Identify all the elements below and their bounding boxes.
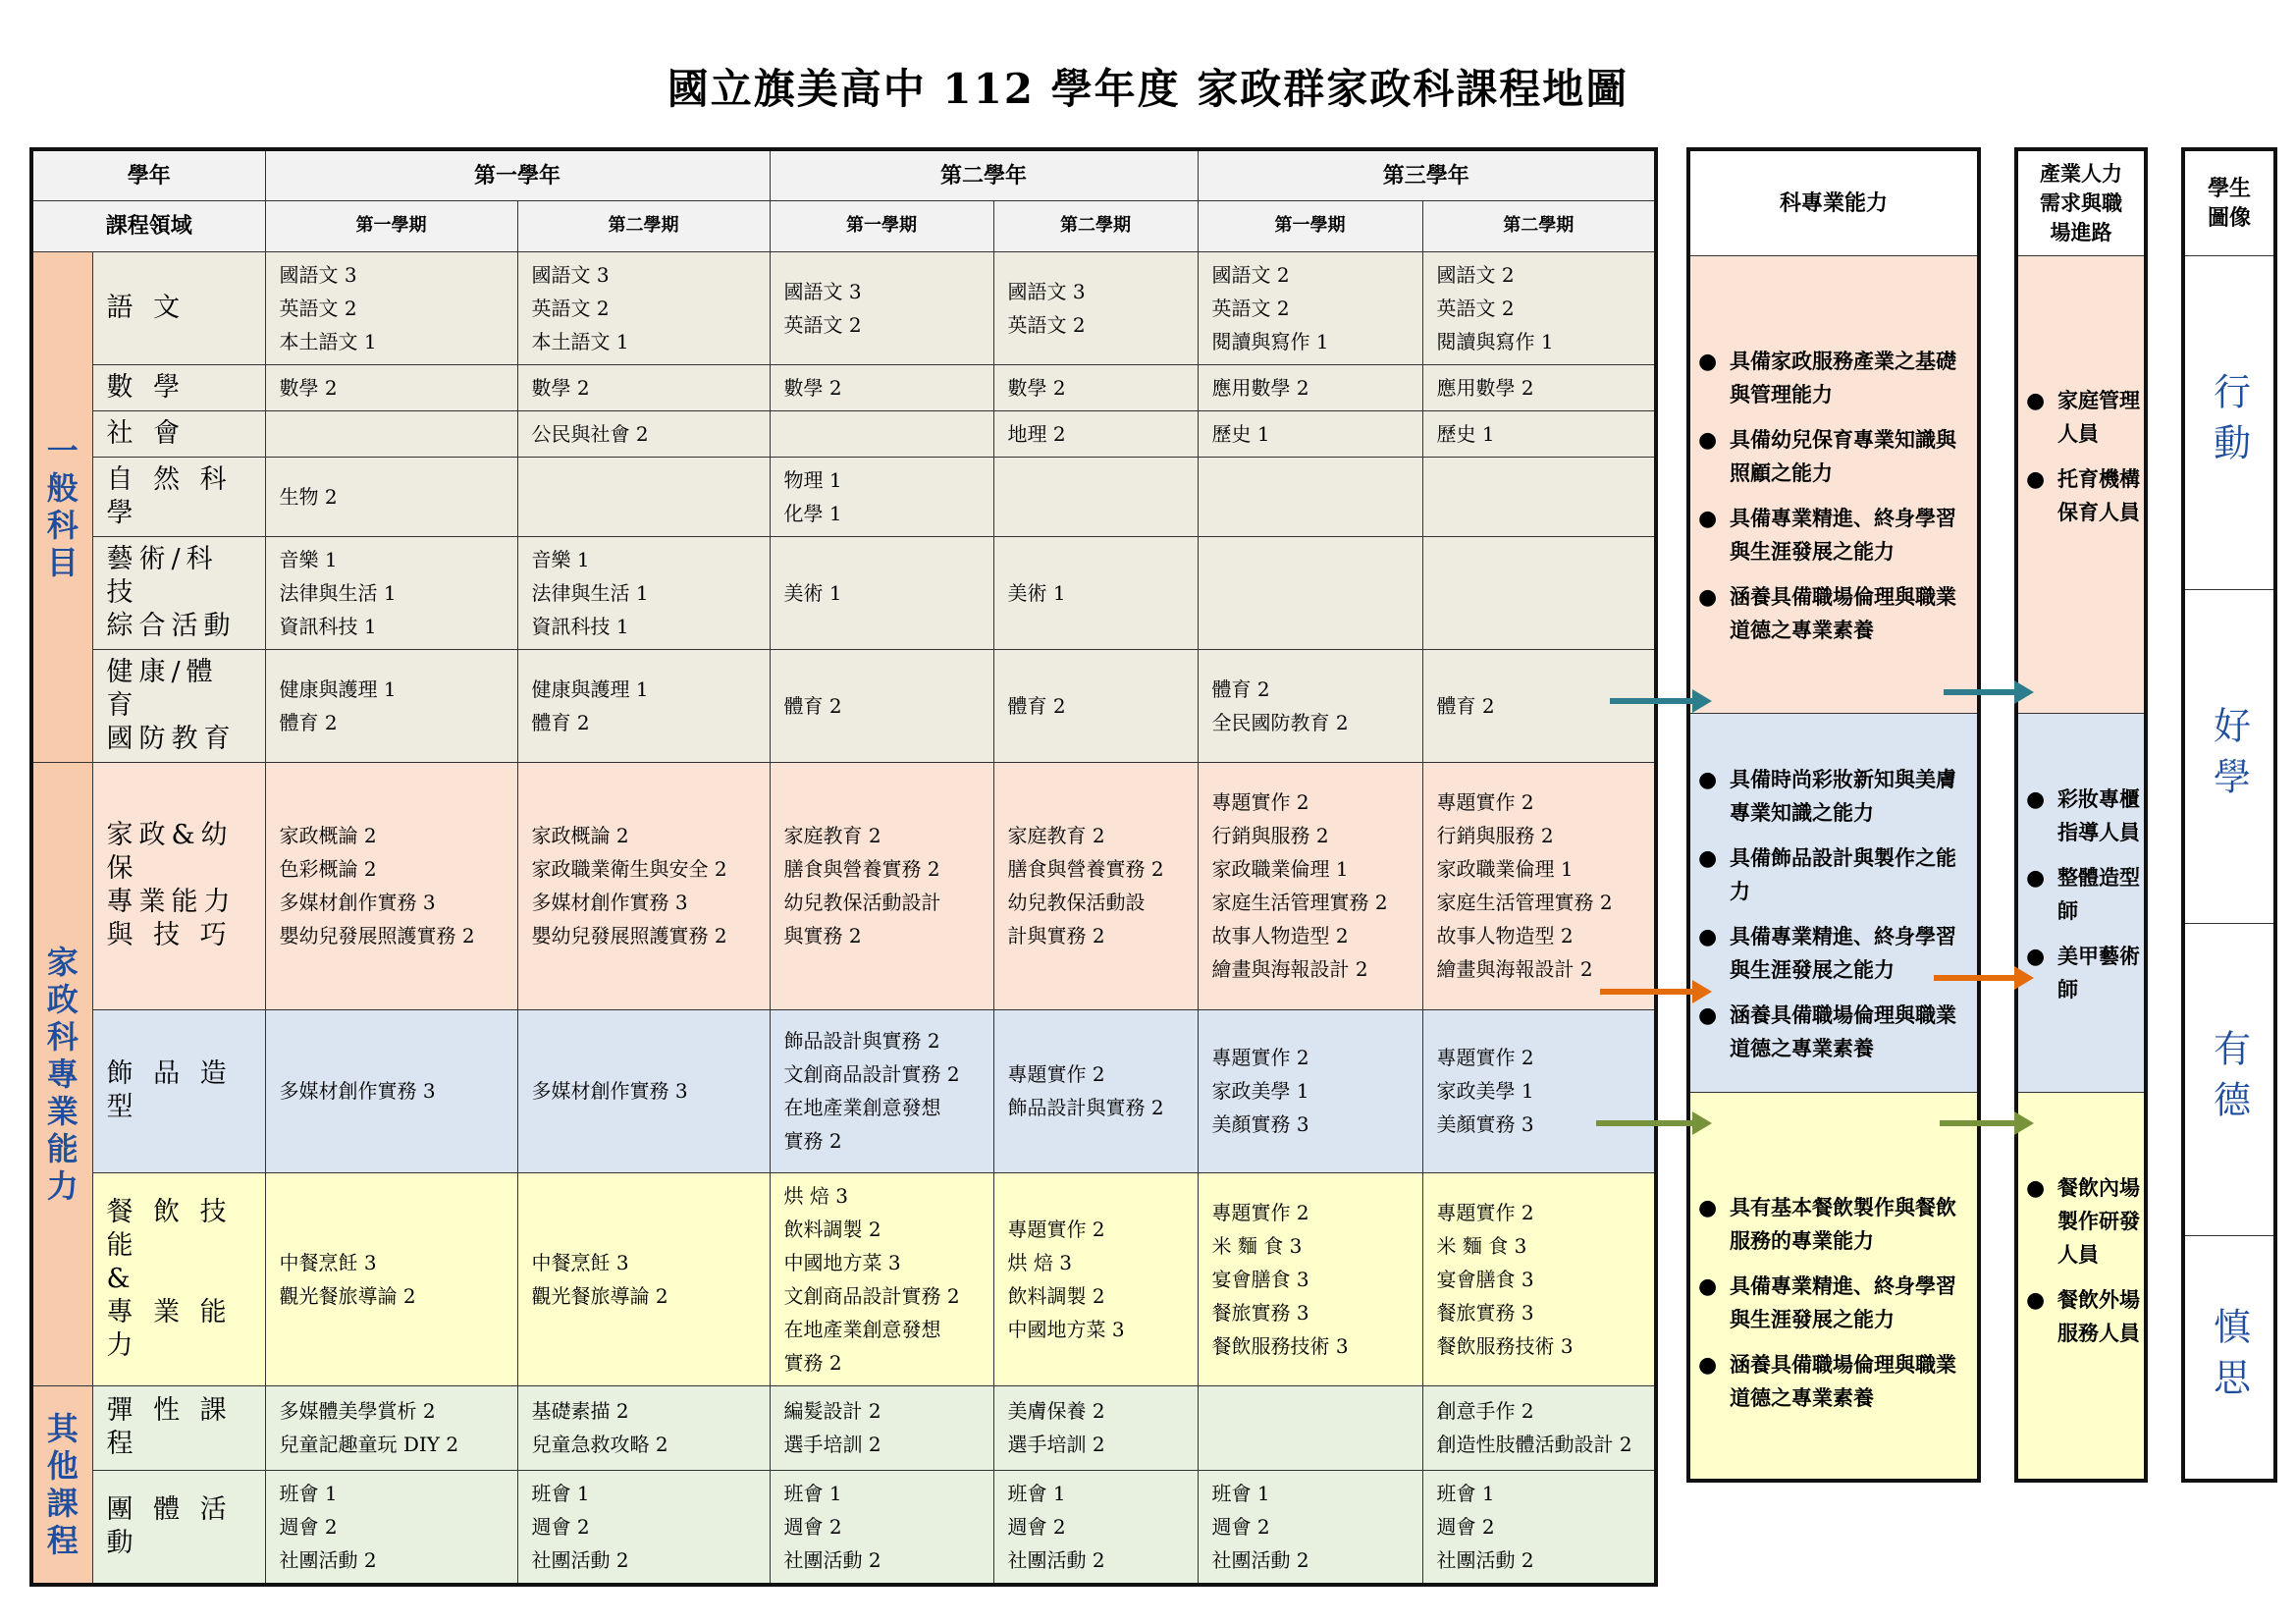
course-cell: 專題實作 2 行銷與服務 2 家政職業倫理 1 家庭生活管理實務 2 故事人物造型 2 繪畫與海報設計 2 <box>1198 762 1422 1009</box>
bullet-icon: ● <box>2026 944 2046 969</box>
abilities-food-section <box>1690 1092 1977 1479</box>
course-cell <box>1198 457 1422 536</box>
trait-thinking: 慎思 <box>2185 1235 2273 1480</box>
course-cell: 多媒材創作實務 3 <box>517 1009 770 1172</box>
domain-general: 一 般 科 目 <box>31 251 92 762</box>
bullet-icon: ● <box>2026 466 2046 492</box>
career-item: ● 托育機構保育人員 <box>2018 462 2140 529</box>
semester-header: 第一學期 <box>770 200 993 251</box>
abilities-home-section <box>1690 255 1977 713</box>
page-title: 國立旗美高中 112 學年度 家政群家政科課程地圖 <box>667 65 1629 113</box>
trait-virtue: 有德 <box>2185 923 2273 1236</box>
semester-header: 第一學期 <box>1198 200 1422 251</box>
course-cell <box>1198 1385 1422 1470</box>
domain-label: 課程領域 <box>31 200 265 251</box>
course-cell: 國語文 2 英語文 2 閱讀與寫作 1 <box>1198 251 1422 364</box>
course-cell: 編髮設計 2 選手培訓 2 <box>770 1385 993 1470</box>
course-cell: 專題實作 2 米 麵 食 3 宴會膳食 3 餐旅實務 3 餐飲服務技術 3 <box>1422 1172 1656 1385</box>
ability-item: ● 具備家政服務產業之基礎與管理能力 <box>1690 345 1969 411</box>
bullet-icon: ● <box>1698 767 1718 792</box>
course-cell: 美術 1 <box>993 536 1198 649</box>
trait-learning: 好學 <box>2185 589 2273 924</box>
course-cell: 國語文 3 英語文 2 本土語文 1 <box>517 251 770 364</box>
course-cell: 中餐烹飪 3 觀光餐旅導論 2 <box>517 1172 770 1385</box>
course-cell <box>1198 536 1422 649</box>
course-cell: 國語文 3 英語文 2 <box>993 251 1198 364</box>
course-cell: 數學 2 <box>770 364 993 410</box>
bullet-icon: ● <box>2026 388 2046 413</box>
career-item: ● 美甲藝術師 <box>2018 940 2140 1006</box>
course-cell: 物理 1 化學 1 <box>770 457 993 536</box>
bullet-icon: ● <box>1698 427 1718 453</box>
course-cell: 烘 焙 3 飲料調製 2 中國地方菜 3 文創商品設計實務 2 在地產業創意發想 實務 2 <box>770 1172 993 1385</box>
arrow-right-icon <box>1600 989 1694 995</box>
subject-label: 自 然 科 學 <box>92 457 265 536</box>
subject-label: 數 學 <box>92 364 265 410</box>
bullet-icon: ● <box>2026 865 2046 891</box>
subject-label: 飾 品 造 型 <box>92 1009 265 1172</box>
course-cell <box>770 410 993 457</box>
semester-header: 第二學期 <box>993 200 1198 251</box>
ability-item: ● 涵養具備職場倫理與職業道德之專業素養 <box>1690 1348 1969 1415</box>
bullet-icon: ● <box>2026 1287 2046 1313</box>
bullet-icon: ● <box>1698 1002 1718 1028</box>
course-cell: 專題實作 2 行銷與服務 2 家政職業倫理 1 家庭生活管理實務 2 故事人物造型 2 繪畫與海報設計 2 <box>1422 762 1656 1009</box>
portrait-panel <box>2181 147 2277 1483</box>
course-cell: 創意手作 2 創造性肢體活動設計 2 <box>1422 1385 1656 1470</box>
subject-label: 語 文 <box>92 251 265 364</box>
course-cell: 多媒材創作實務 3 <box>265 1009 517 1172</box>
course-cell: 美膚保養 2 選手培訓 2 <box>993 1385 1198 1470</box>
ability-item: ● 具備飾品設計與製作之能力 <box>1690 841 1969 908</box>
subject-label: 餐 飲 技 能 & 專 業 能 力 <box>92 1172 265 1385</box>
bullet-icon: ● <box>1698 584 1718 610</box>
course-cell: 美術 1 <box>770 536 993 649</box>
course-cell: 班會 1 週會 2 社團活動 2 <box>1198 1470 1422 1585</box>
portrait-header: 學生 圖像 <box>2185 151 2273 256</box>
bullet-icon: ● <box>1698 1273 1718 1299</box>
course-cell: 生物 2 <box>265 457 517 536</box>
bullet-icon: ● <box>1698 845 1718 871</box>
course-cell <box>265 410 517 457</box>
bullet-icon: ● <box>2026 786 2046 812</box>
course-cell <box>1422 457 1656 536</box>
course-cell: 數學 2 <box>517 364 770 410</box>
subject-label: 藝術/科技 綜合活動 <box>92 536 265 649</box>
arrow-right-icon <box>1934 975 2016 981</box>
course-cell <box>1422 536 1656 649</box>
bullet-icon: ● <box>1698 1195 1718 1220</box>
course-cell: 專題實作 2 米 麵 食 3 宴會膳食 3 餐旅實務 3 餐飲服務技術 3 <box>1198 1172 1422 1385</box>
career-item: ● 家庭管理人員 <box>2018 384 2140 451</box>
course-cell: 歷史 1 <box>1198 410 1422 457</box>
year-2-header: 第二學年 <box>770 149 1198 200</box>
course-cell: 音樂 1 法律與生活 1 資訊科技 1 <box>265 536 517 649</box>
year-1-header: 第一學年 <box>265 149 770 200</box>
careers-panel <box>2014 147 2148 1483</box>
course-cell: 中餐烹飪 3 觀光餐旅導論 2 <box>265 1172 517 1385</box>
bullet-icon: ● <box>1698 924 1718 949</box>
course-cell <box>993 457 1198 536</box>
course-cell: 體育 2 全民國防教育 2 <box>1198 649 1422 762</box>
course-cell: 體育 2 <box>1422 649 1656 762</box>
course-cell: 應用數學 2 <box>1422 364 1656 410</box>
course-cell: 國語文 3 英語文 2 本土語文 1 <box>265 251 517 364</box>
course-cell: 多媒體美學賞析 2 兒童記趣童玩 DIY 2 <box>265 1385 517 1470</box>
domain-home-economics: 家 政 科 專 業 能 力 <box>31 762 92 1385</box>
domain-other: 其 他 課 程 <box>31 1385 92 1585</box>
subject-label: 健康/體育 國防教育 <box>92 649 265 762</box>
abilities-panel <box>1686 147 1981 1483</box>
course-cell: 班會 1 週會 2 社團活動 2 <box>265 1470 517 1585</box>
course-cell: 班會 1 週會 2 社團活動 2 <box>993 1470 1198 1585</box>
course-cell: 家庭教育 2 膳食與營養實務 2 幼兒教保活動設 計與實務 2 <box>993 762 1198 1009</box>
semester-header: 第二學期 <box>1422 200 1656 251</box>
course-cell <box>517 457 770 536</box>
course-cell: 班會 1 週會 2 社團活動 2 <box>770 1470 993 1585</box>
trait-action: 行動 <box>2185 255 2273 590</box>
career-item: ● 整體造型師 <box>2018 861 2140 928</box>
course-cell: 飾品設計與實務 2 文創商品設計實務 2 在地產業創意發想 實務 2 <box>770 1009 993 1172</box>
ability-item: ● 具備專業精進、終身學習與生涯發展之能力 <box>1690 1270 1969 1336</box>
course-cell: 家政概論 2 家政職業衛生與安全 2 多媒材創作實務 3 嬰幼兒發展照護實務 2 <box>517 762 770 1009</box>
careers-food-section <box>2018 1092 2144 1479</box>
semester-header: 第二學期 <box>517 200 770 251</box>
course-cell: 數學 2 <box>993 364 1198 410</box>
course-cell: 歷史 1 <box>1422 410 1656 457</box>
arrow-right-icon <box>1944 689 2016 695</box>
course-cell: 國語文 2 英語文 2 閱讀與寫作 1 <box>1422 251 1656 364</box>
ability-item: ● 涵養具備職場倫理與職業道德之專業素養 <box>1690 999 1969 1065</box>
ability-item: ● 具備時尚彩妝新知與美膚專業知識之能力 <box>1690 763 1969 830</box>
course-cell: 基礎素描 2 兒童急救攻略 2 <box>517 1385 770 1470</box>
arrow-right-icon <box>1596 1120 1694 1126</box>
ability-item: ● 具備專業精進、終身學習與生涯發展之能力 <box>1690 502 1969 568</box>
subject-label: 團 體 活 動 <box>92 1470 265 1585</box>
course-cell: 公民與社會 2 <box>517 410 770 457</box>
course-cell: 健康與護理 1 體育 2 <box>265 649 517 762</box>
course-cell: 家政概論 2 色彩概論 2 多媒材創作實務 3 嬰幼兒發展照護實務 2 <box>265 762 517 1009</box>
bullet-icon: ● <box>1698 349 1718 374</box>
course-cell: 國語文 3 英語文 2 <box>770 251 993 364</box>
careers-decor-section <box>2018 713 2144 1092</box>
bullet-icon: ● <box>1698 506 1718 531</box>
course-cell: 體育 2 <box>993 649 1198 762</box>
course-cell: 專題實作 2 家政美學 1 美顏實務 3 <box>1422 1009 1656 1172</box>
arrow-right-icon <box>1940 1120 2016 1126</box>
course-cell: 健康與護理 1 體育 2 <box>517 649 770 762</box>
course-cell: 應用數學 2 <box>1198 364 1422 410</box>
abilities-header: 科專業能力 <box>1690 151 1977 256</box>
careers-header: 產業人力 需求與職 場進路 <box>2018 151 2144 256</box>
bullet-icon: ● <box>1698 1352 1718 1378</box>
course-cell: 地理 2 <box>993 410 1198 457</box>
careers-home-section <box>2018 255 2144 713</box>
ability-item: ● 涵養具備職場倫理與職業道德之專業素養 <box>1690 580 1969 647</box>
course-cell: 專題實作 2 飾品設計與實務 2 <box>993 1009 1198 1172</box>
career-item: ● 彩妝專櫃指導人員 <box>2018 783 2140 849</box>
course-cell: 音樂 1 法律與生活 1 資訊科技 1 <box>517 536 770 649</box>
course-map-table <box>29 147 1658 1587</box>
course-cell: 專題實作 2 家政美學 1 美顏實務 3 <box>1198 1009 1422 1172</box>
course-cell: 家庭教育 2 膳食與營養實務 2 幼兒教保活動設計 與實務 2 <box>770 762 993 1009</box>
course-cell: 數學 2 <box>265 364 517 410</box>
career-item: ● 餐飲內場製作研發人員 <box>2018 1171 2140 1272</box>
subject-label: 彈 性 課 程 <box>92 1385 265 1470</box>
year-label: 學年 <box>31 149 265 200</box>
subject-label: 家政&幼保 專業能力 與 技 巧 <box>92 762 265 1009</box>
subject-label: 社 會 <box>92 410 265 457</box>
bullet-icon: ● <box>2026 1175 2046 1201</box>
semester-header: 第一學期 <box>265 200 517 251</box>
abilities-decor-section <box>1690 713 1977 1092</box>
ability-item: ● 具備幼兒保育專業知識與照顧之能力 <box>1690 423 1969 490</box>
course-cell: 專題實作 2 烘 焙 3 飲料調製 2 中國地方菜 3 <box>993 1172 1198 1385</box>
year-3-header: 第三學年 <box>1198 149 1656 200</box>
ability-item: ● 具有基本餐飲製作與餐飲服務的專業能力 <box>1690 1191 1969 1258</box>
course-cell: 班會 1 週會 2 社團活動 2 <box>517 1470 770 1585</box>
arrow-right-icon <box>1610 698 1694 704</box>
course-cell: 體育 2 <box>770 649 993 762</box>
course-cell: 班會 1 週會 2 社團活動 2 <box>1422 1470 1656 1585</box>
ability-item: ● 具備專業精進、終身學習與生涯發展之能力 <box>1690 920 1969 987</box>
career-item: ● 餐飲外場服務人員 <box>2018 1283 2140 1350</box>
